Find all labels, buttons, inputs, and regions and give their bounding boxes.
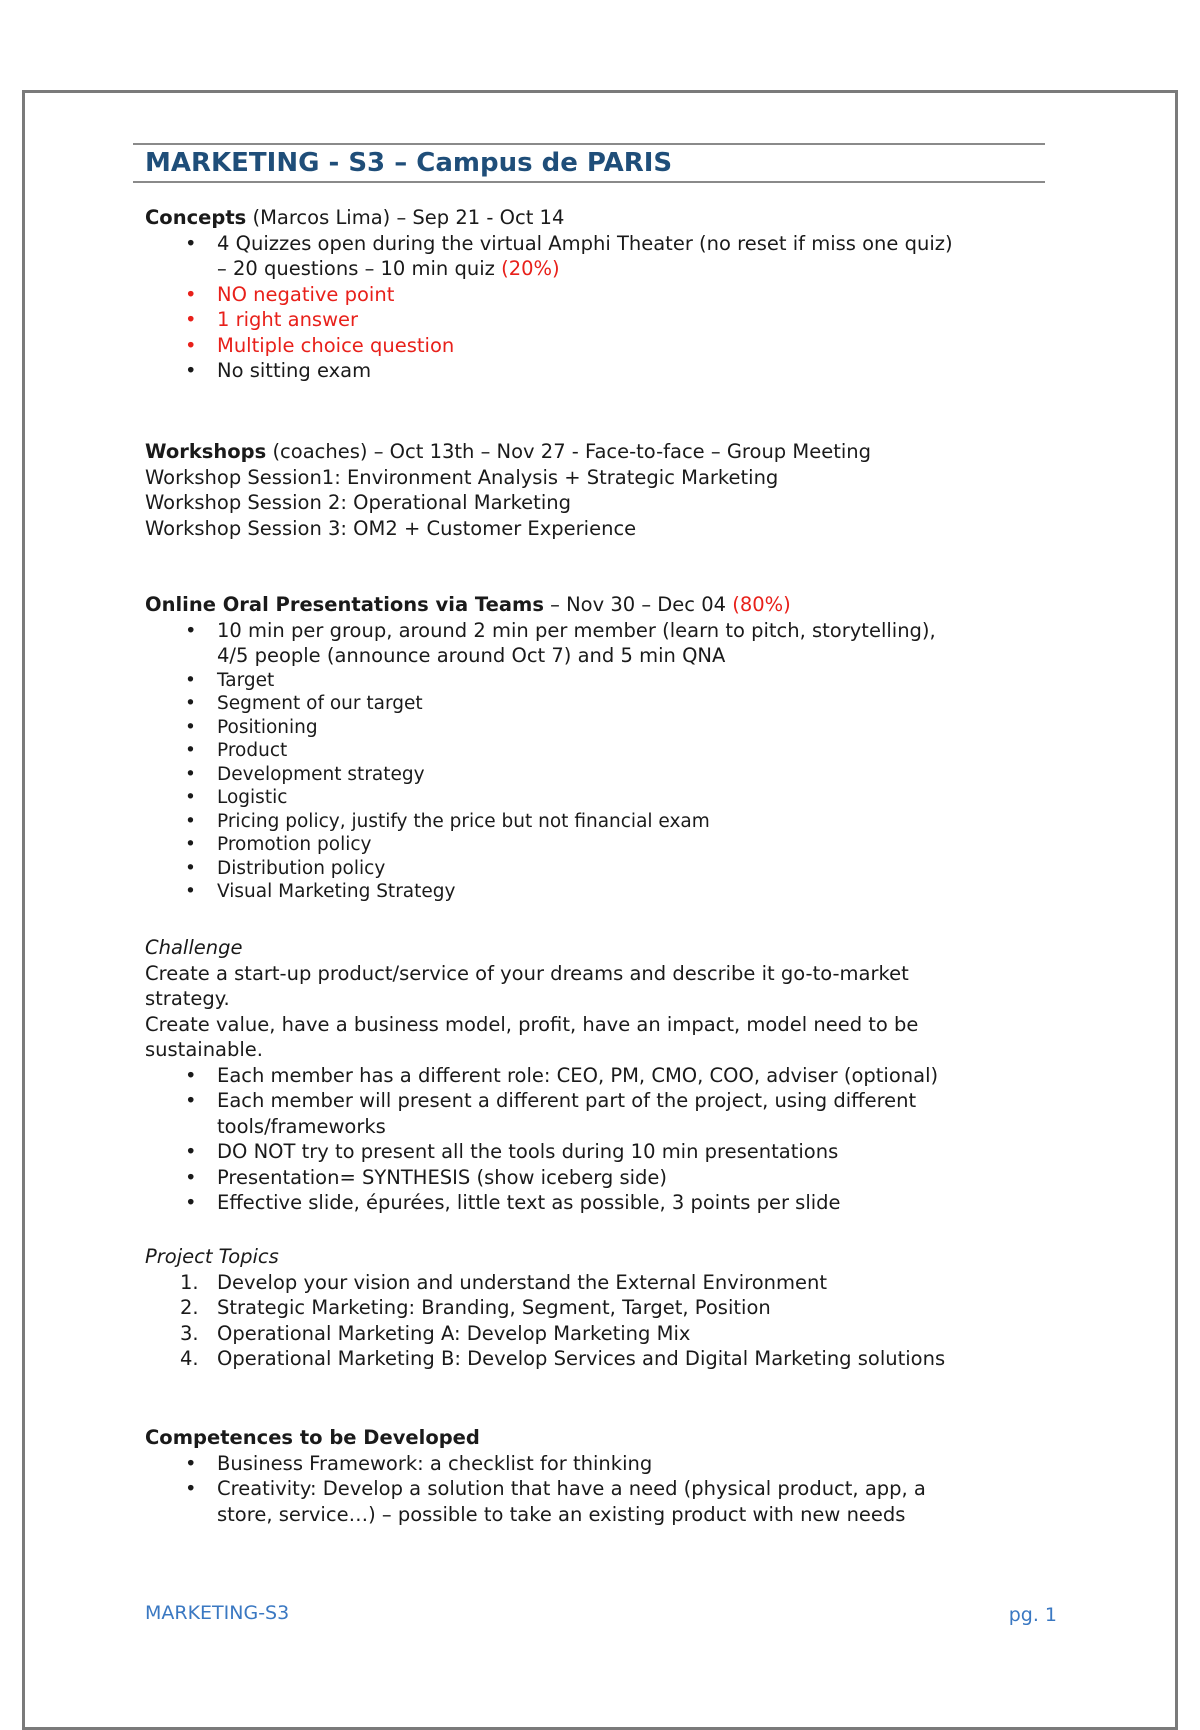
list-item-text: Visual Marketing Strategy (217, 881, 456, 902)
bullet-icon: • (185, 1191, 197, 1214)
list-item-text: Pricing policy, justify the price but not financial exam (217, 810, 710, 832)
list-item (145, 692, 1065, 716)
list-item-text: Operational Marketing A: Develop Marketing Mix (217, 1321, 691, 1345)
list-item-text: Effective slide, épurées, little text as possible, 3 points per slide (217, 1191, 841, 1214)
topics-section (145, 1244, 1065, 1372)
list-item-text: Each member has a different role: CEO, PM, CMO, COO, adviser (optional) (217, 1063, 939, 1087)
workshops-heading-line (145, 439, 1065, 465)
workshops-heading: Workshops (145, 440, 267, 463)
title-bar (133, 143, 1045, 183)
list-item (145, 1346, 1065, 1372)
list-item-text: Multiple choice question (217, 333, 455, 357)
oral-section (145, 592, 1065, 904)
bullet-icon: • (185, 787, 196, 808)
list-item-text: Positioning (217, 716, 318, 738)
list-number: 2. (180, 1296, 199, 1319)
bullet-icon: • (185, 618, 197, 642)
list-item-text: Logistic (217, 787, 288, 808)
list-item (145, 857, 1065, 881)
bullet-icon: • (185, 333, 197, 357)
list-item (145, 1295, 1065, 1321)
bullet-icon: • (185, 308, 197, 331)
list-item (145, 786, 1065, 810)
list-item (145, 763, 1065, 787)
challenge-heading: Challenge (145, 936, 243, 959)
competences-heading: Competences to be Developed (145, 1426, 480, 1449)
bullet-icon: • (185, 834, 196, 855)
oral-heading: Online Oral Presentations via Teams (145, 593, 544, 616)
bullet-icon: • (185, 716, 196, 738)
list-item (145, 716, 1065, 740)
list-item-text: Strategic Marketing: Branding, Segment, Target, Position (217, 1296, 771, 1319)
bullet-icon: • (185, 1451, 197, 1475)
workshop-line: Workshop Session1: Environment Analysis + Strategic Marketing (145, 465, 779, 489)
workshop-line: Workshop Session 2: Operational Marketing (145, 491, 571, 514)
list-item (145, 1139, 1065, 1165)
bullet-icon: • (185, 1477, 197, 1500)
concepts-details: (Marcos Lima) – Sep 21 - Oct 14 (246, 206, 565, 229)
competences-list (145, 1451, 1065, 1528)
list-item-text: Development strategy (217, 763, 425, 785)
list-item-text: Promotion policy (217, 834, 372, 855)
weight-percent: (80%) (732, 593, 791, 616)
footer-left: MARKETING-S3 (145, 1602, 290, 1624)
list-item (145, 1165, 1065, 1191)
list-item-text: No sitting exam (217, 359, 372, 382)
page-number: pg. 1 (1008, 1604, 1057, 1626)
concepts-section (145, 205, 1065, 384)
list-item (145, 231, 1065, 282)
list-item (145, 333, 1065, 359)
bullet-icon: • (185, 1140, 197, 1163)
bullet-icon: • (185, 1089, 197, 1112)
list-item-text: 4/5 people (announce around Oct 7) and 5 min QNA (217, 644, 726, 667)
challenge-list (145, 1063, 1065, 1216)
oral-heading-line (145, 592, 1065, 618)
list-item (145, 282, 1065, 308)
list-item (145, 833, 1065, 857)
list-item (145, 307, 1065, 333)
list-item (145, 810, 1065, 834)
list-item (145, 1321, 1065, 1347)
list-item-text: Operational Marketing B: Develop Services and Digital Marketing solutions (217, 1347, 946, 1370)
oral-first-list (145, 618, 1065, 669)
weight-percent: (20%) (501, 257, 560, 280)
list-item (145, 1451, 1065, 1477)
list-item-text: Distribution policy (217, 857, 386, 879)
list-item-text: store, service…) – possible to take an existing product with new needs (217, 1502, 906, 1526)
bullet-icon: • (185, 810, 196, 832)
competences-section (145, 1425, 1065, 1527)
list-item (145, 1190, 1065, 1216)
list-item-text: Creativity: Develop a solution that have a need (physical product, app, a (217, 1477, 926, 1500)
bullet-icon: • (185, 1063, 197, 1087)
topics-list (145, 1270, 1065, 1372)
oral-details: – Nov 30 – Dec 04 (543, 593, 733, 616)
bullet-icon: • (185, 857, 196, 879)
bullet-icon: • (185, 1165, 197, 1189)
list-item (145, 1476, 1065, 1527)
list-item-text: 10 min per group, around 2 min per member (learn to pitch, storytelling), (217, 618, 936, 642)
list-item-text: Each member will present a different part of the project, using different (217, 1089, 917, 1112)
list-number: 3. (180, 1321, 199, 1345)
list-item-text: Product (217, 740, 288, 761)
list-item-text: NO negative point (217, 282, 395, 306)
concepts-heading-line (145, 205, 1065, 231)
bullet-icon: • (185, 282, 197, 306)
challenge-paragraph: strategy. (145, 987, 230, 1010)
list-item (145, 739, 1065, 763)
list-item-text: Segment of our target (217, 693, 423, 714)
concepts-heading: Concepts (145, 206, 247, 229)
bullet-icon: • (185, 693, 196, 714)
list-item-text: DO NOT try to present all the tools during 10 min presentations (217, 1140, 839, 1163)
bullet-icon: • (185, 669, 196, 691)
bullet-icon: • (185, 763, 196, 785)
list-item (145, 358, 1065, 384)
bullet-icon: • (185, 359, 197, 382)
list-number: 1. (180, 1270, 199, 1294)
workshops-section (145, 439, 1065, 541)
bullet-icon: • (185, 231, 197, 255)
list-item (145, 1063, 1065, 1089)
list-item-text: Presentation= SYNTHESIS (show iceberg side) (217, 1165, 668, 1189)
bullet-icon: • (185, 740, 196, 761)
list-item-text: 1 right answer (217, 308, 359, 331)
challenge-paragraph: Create a start-up product/service of your dreams and describe it go-to-market (145, 961, 909, 985)
list-item-text: tools/frameworks (217, 1114, 386, 1138)
workshops-details: (coaches) – Oct 13th – Nov 27 - Face-to-face – Group Meeting (266, 440, 871, 463)
challenge-section (145, 935, 1065, 1216)
challenge-paragraph: Create value, have a business model, profit, have an impact, model need to be (145, 1012, 919, 1036)
list-item-text: – 20 questions – 10 min quiz (217, 257, 502, 280)
list-item-text: 4 Quizzes open during the virtual Amphi Theater (no reset if miss one quiz) (217, 231, 953, 255)
topics-heading: Project Topics (145, 1245, 279, 1268)
list-item (145, 618, 1065, 669)
list-item (145, 669, 1065, 693)
list-item (145, 1270, 1065, 1296)
list-item-text: Business Framework: a checklist for thinking (217, 1451, 653, 1475)
page-title: MARKETING - S3 – Campus de PARIS (145, 148, 673, 178)
list-item (145, 880, 1065, 904)
oral-list (145, 669, 1065, 904)
list-item (145, 1088, 1065, 1139)
concepts-list (145, 231, 1065, 384)
workshop-line: Workshop Session 3: OM2 + Customer Experience (145, 516, 637, 540)
list-item-text: Target (217, 669, 275, 691)
list-number: 4. (180, 1347, 199, 1370)
list-item-text: Develop your vision and understand the External Environment (217, 1270, 828, 1294)
bullet-icon: • (185, 881, 196, 902)
challenge-paragraph: sustainable. (145, 1038, 263, 1061)
